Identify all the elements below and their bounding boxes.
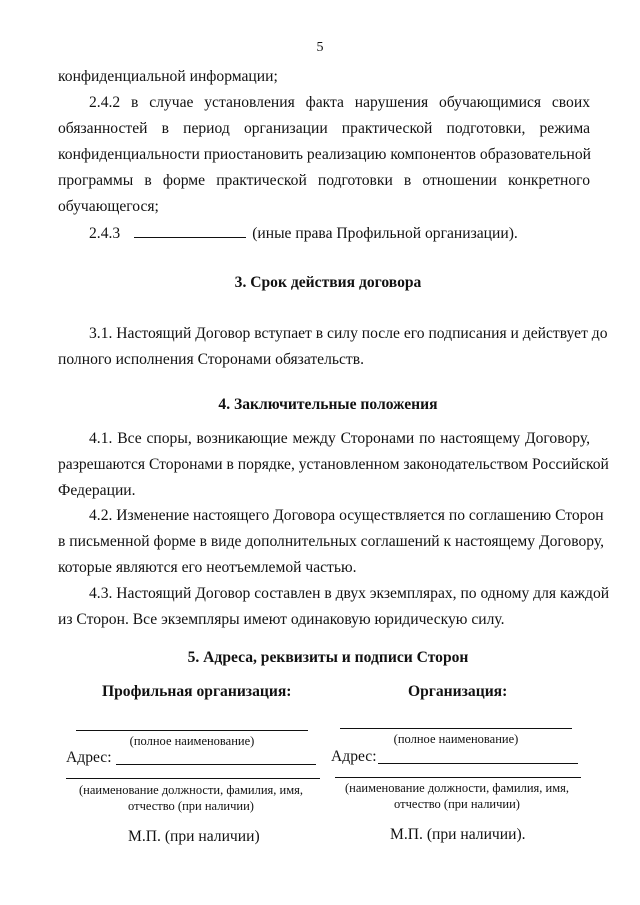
blank-fill-line xyxy=(134,223,246,238)
clause-4-1-line-3: Федерации. xyxy=(58,482,136,499)
right-position-line xyxy=(335,777,581,778)
left-stamp-label: М.П. (при наличии) xyxy=(128,828,260,845)
left-name-line xyxy=(76,730,308,731)
clause-2-4-3 xyxy=(89,223,518,244)
clause-number: 2.4.3 xyxy=(89,225,121,242)
left-address-line xyxy=(116,764,316,765)
clause-2-4-2-line-4: программы в форме практической подготовки в отношении конкретного xyxy=(58,172,590,189)
right-position-caption-2: отчество (при наличии) xyxy=(394,797,520,811)
right-name-line xyxy=(340,728,572,729)
clause-4-3-line-2: из Сторон. Все экземпляры имеют одинаковую юридическую силу. xyxy=(58,611,505,628)
section-3-heading: 3. Срок действия договора xyxy=(234,274,422,291)
right-stamp-label: М.П. (при наличии). xyxy=(390,826,526,843)
text-line: конфиденциальной информации; xyxy=(58,68,278,85)
clause-2-4-2-line-2: обязанностей в период организации практической подготовки, режима xyxy=(58,120,590,137)
clause-3-1-line-1: 3.1. Настоящий Договор вступает в силу после его подписания и действует до xyxy=(89,325,608,342)
clause-4-2-line-2: в письменной форме в виде дополнительных соглашений к настоящему Договору, xyxy=(58,533,605,550)
right-party-title: Организация: xyxy=(408,683,508,700)
right-name-caption: (полное наименование) xyxy=(393,732,519,746)
clause-4-2-line-3: которые являются его неотъемлемой частью. xyxy=(58,559,357,576)
left-address-label: Адрес: xyxy=(66,749,112,766)
clause-4-2-line-1: 4.2. Изменение настоящего Договора осуществляется по соглашению Сторон xyxy=(89,507,604,524)
left-position-caption-1: (наименование должности, фамилия, имя, xyxy=(79,783,303,797)
right-address-line xyxy=(378,763,578,764)
clause-4-1-line-1: 4.1. Все споры, возникающие между Сторонами по настоящему Договору, xyxy=(89,430,590,447)
right-address-label: Адрес: xyxy=(331,748,377,765)
left-party-title: Профильная организация: xyxy=(102,683,292,700)
clause-2-4-2-line-1: 2.4.2 в случае установления факта нарушения обучающимися своих xyxy=(89,94,590,111)
left-position-caption-2: отчество (при наличии) xyxy=(128,799,254,813)
left-name-caption: (полное наименование) xyxy=(129,734,255,748)
right-position-caption-1: (наименование должности, фамилия, имя, xyxy=(345,781,569,795)
clause-4-1-line-2: разрешаются Сторонами в порядке, установленном законодательством Российской xyxy=(58,456,609,473)
clause-2-4-2-line-5: обучающегося; xyxy=(58,198,159,215)
clause-text: (иные права Профильной организации). xyxy=(252,225,518,242)
clause-3-1-line-2: полного исполнения Сторонами обязательств. xyxy=(58,351,364,368)
left-position-line xyxy=(66,778,320,779)
clause-4-3-line-1: 4.3. Настоящий Договор составлен в двух экземплярах, по одному для каждой xyxy=(89,585,610,602)
page-number: 5 xyxy=(316,40,324,55)
clause-2-4-2-line-3: конфиденциальности приостановить реализацию компонентов образовательной xyxy=(58,146,592,163)
section-4-heading: 4. Заключительные положения xyxy=(218,396,438,413)
section-5-heading: 5. Адреса, реквизиты и подписи Сторон xyxy=(187,649,469,666)
